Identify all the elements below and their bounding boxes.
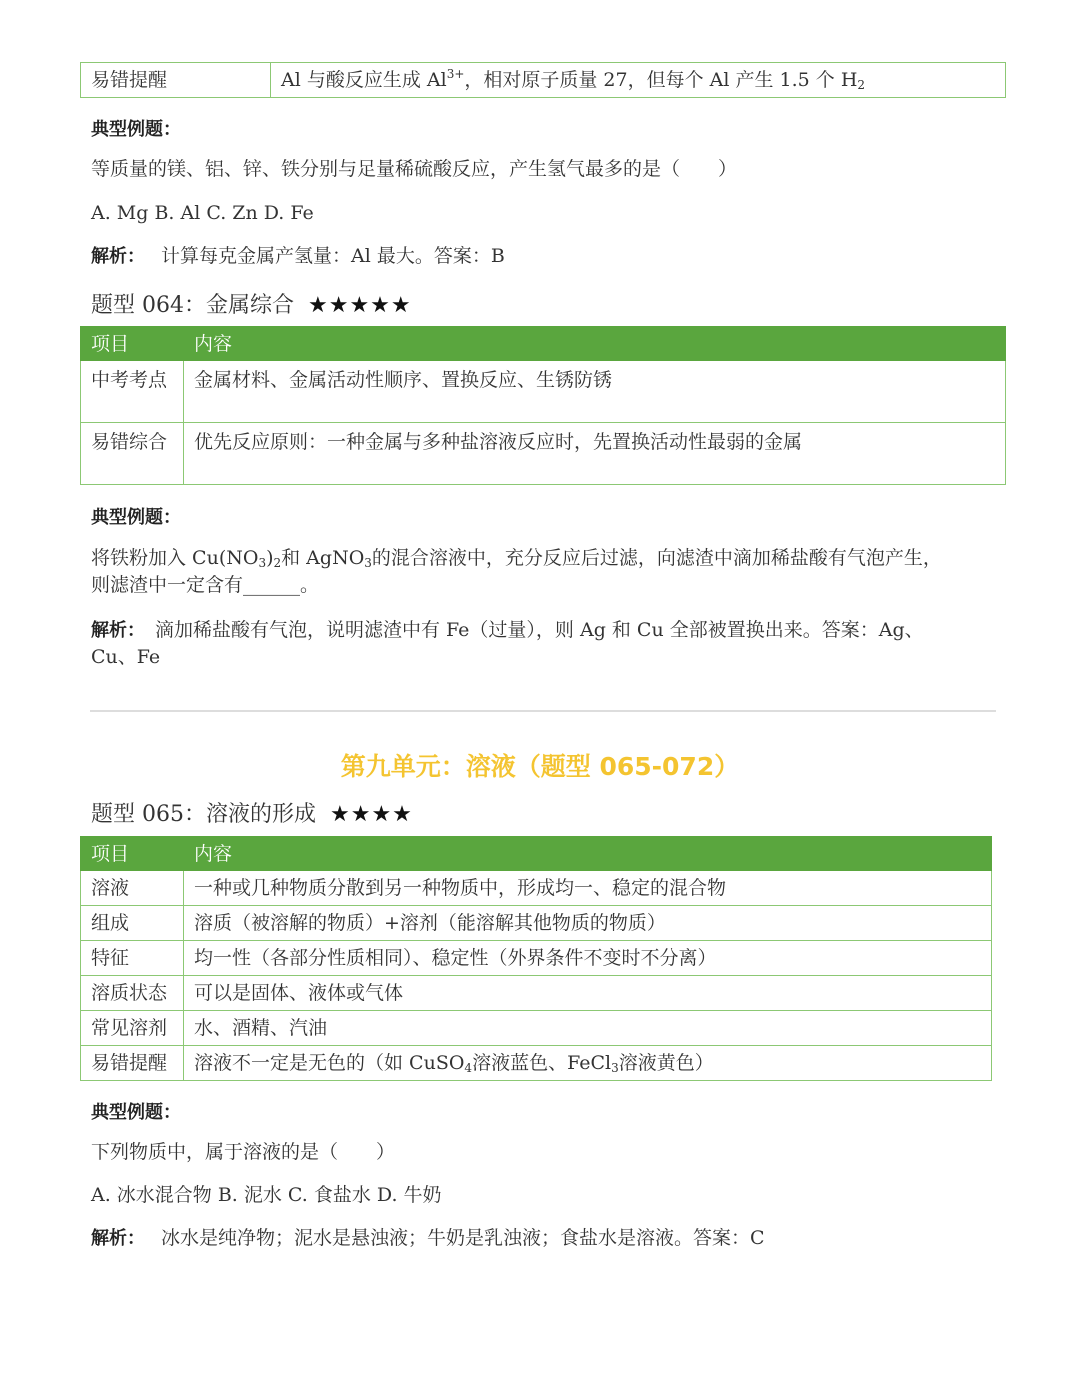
analysis-text: 冰水是纯净物；泥水是悬浊液；牛奶是乳浊液；食盐水是溶液。答案：C xyxy=(161,1227,765,1249)
column-header: 内容 xyxy=(184,837,992,871)
example-question: 将铁粉加入 $Cu(NO_3)_2$和 AgNO$_3$的混合溶液中，充分反应后过滤，向滤渣中滴加稀盐酸有气泡产生， 则滤渣中一定含有______。 xyxy=(91,547,942,596)
example-analysis xyxy=(91,243,505,270)
row-label: 中考考点 xyxy=(81,361,184,423)
row-label: 溶液 xyxy=(81,871,184,906)
example-heading: 典型例题： xyxy=(91,119,181,140)
row-label: 易错提醒 xyxy=(81,1046,184,1081)
example-question: 下列物质中，属于溶液的是（ ） xyxy=(91,1141,396,1163)
example-analysis xyxy=(91,1225,765,1252)
table-065 xyxy=(80,836,992,1081)
row-label: 组成 xyxy=(81,906,184,941)
section-title-064 xyxy=(91,288,412,319)
section-divider xyxy=(90,710,996,712)
row-content: 可以是固体、液体或气体 xyxy=(184,976,992,1011)
table-row xyxy=(81,361,1006,423)
row-content: 均一性（各部分性质相同）、稳定性（外界条件不变时不分离） xyxy=(184,941,992,976)
row-content: 溶液不一定是无色的（如 CuSO$_4$溶液蓝色、FeCl$_3$溶液黄色） xyxy=(184,1046,992,1081)
example-options: A. 冰水混合物 B. 泥水 C. 食盐水 D. 牛奶 xyxy=(91,1184,442,1206)
table-row xyxy=(81,871,992,906)
top-table xyxy=(80,62,1006,98)
row-content: 水、酒精、汽油 xyxy=(184,1011,992,1046)
example-heading: 典型例题： xyxy=(91,1102,181,1123)
row-label: 易错提醒 xyxy=(81,63,271,98)
analysis-text: 计算每克金属产氢量：Al 最大。答案：B xyxy=(161,245,505,267)
analysis-label: 解析： xyxy=(91,620,145,641)
row-label: 溶质状态 xyxy=(81,976,184,1011)
row-content: Al 与酸反应生成 $Al^{3+}$，相对原子质量 27，但每个 Al 产生 1.5 个 $H_2$ xyxy=(271,63,1006,98)
row-label: 常见溶剂 xyxy=(81,1011,184,1046)
row-label: 特征 xyxy=(81,941,184,976)
table-row xyxy=(81,423,1006,485)
row-content: 溶质（被溶解的物质）+溶剂（能溶解其他物质的物质） xyxy=(184,906,992,941)
column-header: 项目 xyxy=(81,837,184,871)
row-content: 金属材料、金属活动性顺序、置换反应、生锈防锈 xyxy=(184,361,1006,423)
table-header-row xyxy=(81,327,1006,361)
row-content: 优先反应原则：一种金属与多种盐溶液反应时，先置换活动性最弱的金属 xyxy=(184,423,1006,485)
table-064 xyxy=(80,326,1006,485)
table-row xyxy=(81,976,992,1011)
analysis-label: 解析： xyxy=(91,1228,145,1249)
column-header: 项目 xyxy=(81,327,184,361)
table-row xyxy=(81,906,992,941)
analysis-text: Cu、Fe xyxy=(91,646,161,668)
section-title-text: 题型 065：溶液的形成 xyxy=(91,802,316,827)
example-analysis xyxy=(91,617,1006,671)
rating-stars: ★★★★ xyxy=(330,802,413,827)
table-row xyxy=(81,1046,992,1081)
unit-title: 第九单元：溶液（题型 065-072） xyxy=(340,752,740,781)
table-row xyxy=(81,1011,992,1046)
section-title-text: 题型 064：金属综合 xyxy=(91,293,294,318)
table-row xyxy=(81,941,992,976)
column-header: 内容 xyxy=(184,327,1006,361)
example-heading: 典型例题： xyxy=(91,507,181,528)
table-header-row xyxy=(81,837,992,871)
row-content: 一种或几种物质分散到另一种物质中，形成均一、稳定的混合物 xyxy=(184,871,992,906)
example-question: 等质量的镁、铝、锌、铁分别与足量稀硫酸反应，产生氢气最多的是（ ） xyxy=(91,158,738,180)
example-options: A. Mg B. Al C. Zn D. Fe xyxy=(91,202,314,224)
section-title-065 xyxy=(91,797,413,828)
table-row xyxy=(81,63,1006,98)
analysis-text: 滴加稀盐酸有气泡，说明滤渣中有 Fe（过量），则 Ag 和 Cu 全部被置换出来。答案：Ag、 xyxy=(155,619,924,641)
row-label: 易错综合 xyxy=(81,423,184,485)
analysis-label: 解析： xyxy=(91,246,145,267)
rating-stars: ★★★★★ xyxy=(308,293,412,318)
